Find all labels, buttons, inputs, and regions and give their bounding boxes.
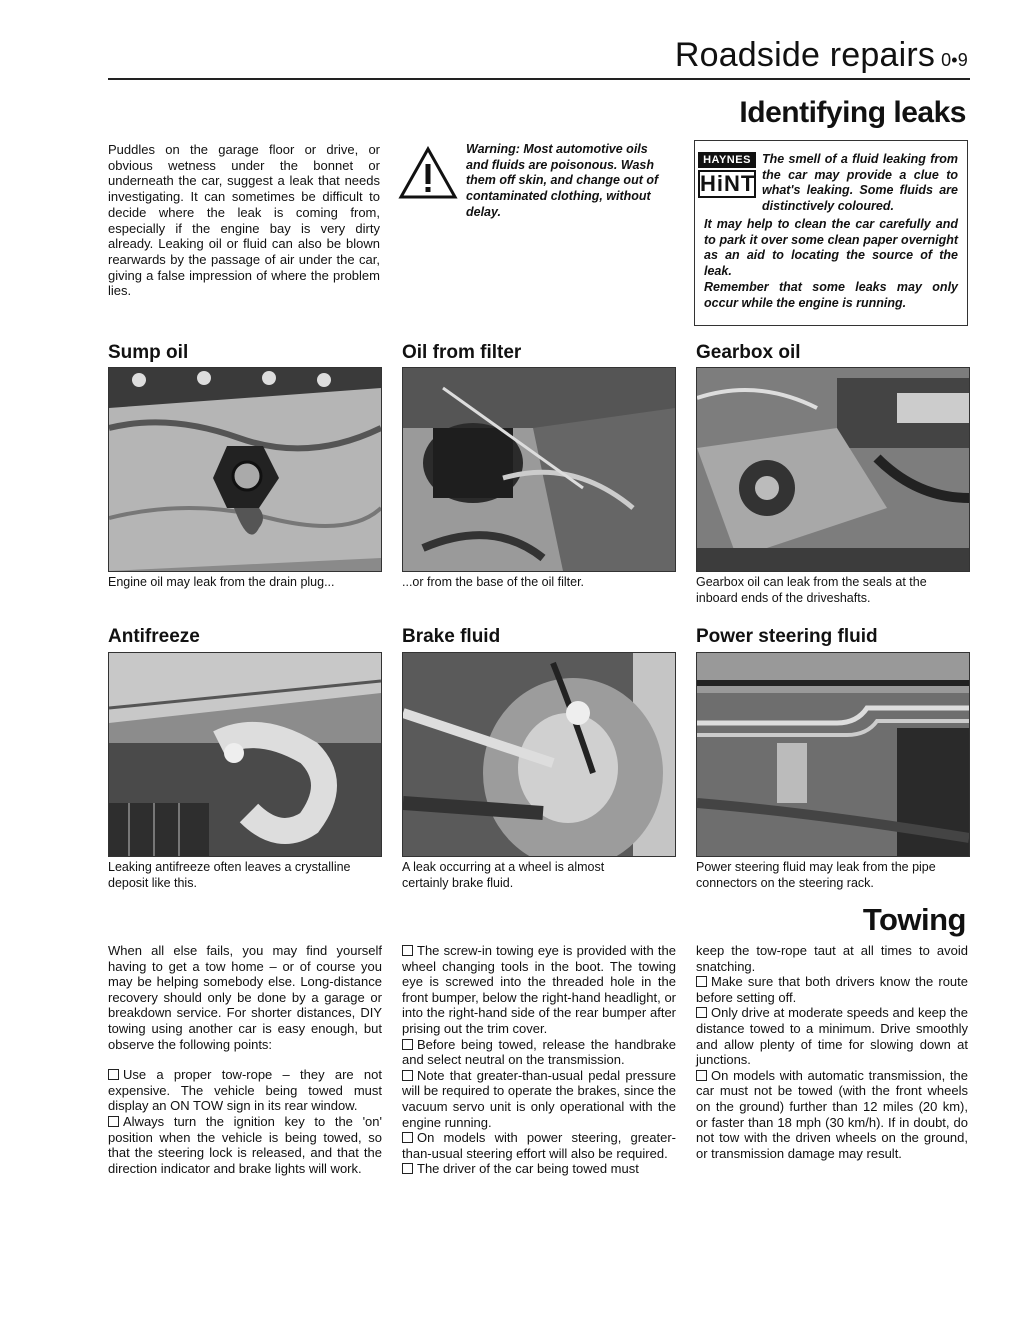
checkbox-icon — [402, 1132, 413, 1143]
towing-point: Make sure that both drivers know the route before setting off. — [696, 974, 968, 1005]
checkbox-icon — [696, 976, 707, 987]
identifying-leaks-heading: Identifying leaks — [739, 96, 966, 129]
checkbox-icon — [402, 1070, 413, 1081]
hint-word: HiNT — [700, 171, 756, 196]
caption-power-steering: Power steering fluid may leak from the pipe connectors on the steering rack. — [696, 860, 936, 890]
hint-text-3: Remember that some leaks may only occur while the engine is running. — [704, 280, 958, 310]
antifreeze-photo — [108, 652, 382, 857]
section-title-antifreeze: Antifreeze — [108, 626, 200, 647]
checkbox-icon — [696, 1070, 707, 1081]
checkbox-icon — [402, 945, 413, 956]
power-steering-photo — [696, 652, 970, 857]
oil-filter-photo — [402, 367, 676, 572]
section-title-gearbox-oil: Gearbox oil — [696, 342, 801, 363]
warning-triangle-icon — [398, 146, 458, 200]
towing-point: Always turn the ignition key to the 'on' position when the vehicle is being towed, so that the steering lock is released, and that the direction indicator and brake lights will work. — [108, 1113, 382, 1176]
caption-oil-filter: ...or from the base of the oil filter. — [402, 575, 585, 589]
towing-point: On models with power steering, greater-than-usual steering effort will also be required. — [402, 1130, 676, 1161]
sump-oil-photo — [108, 367, 382, 572]
towing-column-3 — [696, 943, 968, 1161]
section-title-oil-filter: Oil from filter — [402, 342, 522, 363]
towing-point: Before being towed, release the handbrake and select neutral on the transmission. — [402, 1036, 676, 1068]
section-title-power-steering: Power steering fluid — [696, 626, 878, 647]
haynes-badge: HAYNES — [698, 152, 756, 168]
hint-text-1: The smell of a fluid leaking from the car may provide a clue to what's leaking. Some fluids are distinctively coloured. — [762, 152, 958, 214]
towing-point: Note that greater-than-usual pedal pressure will be required to operate the brakes, since the vacuum servo unit is only operational with the engine running. — [402, 1067, 676, 1130]
towing-continued: keep the tow-rope taut at all times to avoid snatching. — [696, 943, 968, 974]
caption-antifreeze: Leaking antifreeze often leaves a crystalline deposit like this. — [108, 860, 351, 890]
checkbox-icon — [696, 1007, 707, 1018]
page-header — [675, 36, 968, 75]
header-rule — [108, 78, 970, 80]
page-title: Roadside repairs — [674, 36, 936, 74]
caption-sump-oil: Engine oil may leak from the drain plug... — [108, 575, 335, 589]
towing-point: The screw-in towing eye is provided with the wheel changing tools in the boot. The towing eye is screwed into the threaded hole in the front bumper, below the right-hand headlight, or into the right-hand side of the rear bumper after prising out the trim cover. — [402, 943, 676, 1036]
towing-point: Only drive at moderate speeds and keep the distance towed to a minimum. Drive smoothly and allow plenty of time for slowing down at junctions. — [696, 1005, 968, 1068]
haynes-hint-logo — [698, 152, 756, 204]
checkbox-icon — [108, 1116, 119, 1127]
caption-gearbox-oil: Gearbox oil can leak from the seals at the inboard ends of the driveshafts. — [696, 575, 927, 605]
towing-heading: Towing — [862, 902, 966, 937]
towing-point: Use a proper tow-rope – they are not expensive. The vehicle being towed must display an ON TOW sign in its rear window. — [108, 1067, 382, 1114]
section-title-sump-oil: Sump oil — [108, 342, 189, 363]
towing-point: The driver of the car being towed must — [402, 1161, 676, 1177]
towing-column-1 — [108, 943, 382, 1176]
gearbox-oil-photo — [696, 367, 970, 572]
brake-fluid-photo — [402, 652, 676, 857]
checkbox-icon — [402, 1163, 413, 1174]
hint-text-2: It may help to clean the car carefully and to park it over some clean paper overnight as an aid to locating the source of the leak. — [704, 217, 958, 279]
towing-intro: When all else fails, you may find yourself having to get a tow home – or of course you may be helping somebody else. Long-distance recovery should only be done by a garage or breakdown service. For shorter distances, DIY towing using another car is easy enough, but observe the following points: — [108, 943, 382, 1052]
towing-column-2 — [402, 943, 676, 1177]
warning-text: Warning: Most automotive oils and fluids are poisonous. Wash them off skin, and change out of contaminated clothing, without delay. — [466, 142, 659, 219]
towing-point: On models with automatic transmission, the car must not be towed (with the front wheels on the ground) further than 12 miles (20 km), or faster than 18 mph (30 km/h). If in doubt, do not tow with the driven wheels on the ground, or transmission damage may result. — [696, 1067, 968, 1161]
checkbox-icon — [108, 1069, 119, 1080]
section-title-brake-fluid: Brake fluid — [402, 626, 501, 647]
page-number: 0•9 — [941, 50, 968, 70]
leaks-intro-paragraph: Puddles on the garage floor or drive, or obvious wetness under the bonnet or underneath the car, suggest a leak that needs investigating. It can sometimes be difficult to decide where the leak is coming from, especially if the engine bay is very dirty already. Leaking oil or fluid can also be blown rearwards by the passage of air under the car, giving a false impression of where the problem lies. — [108, 142, 380, 299]
checkbox-icon — [402, 1039, 413, 1050]
caption-brake-fluid: A leak occurring at a wheel is almost certainly brake fluid. — [402, 860, 605, 890]
